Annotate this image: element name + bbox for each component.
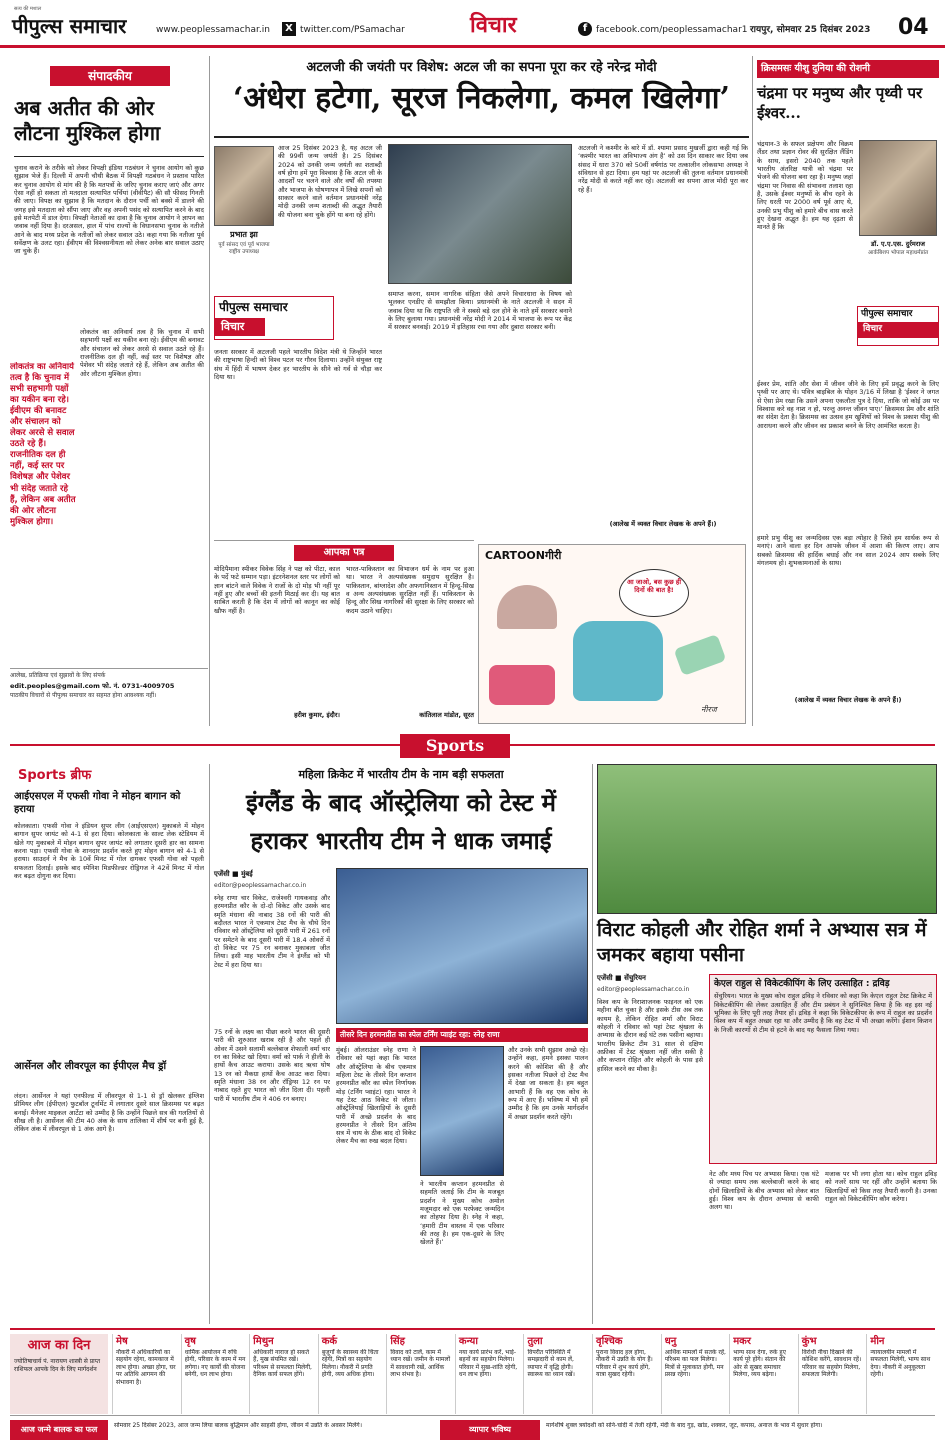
article-col-3: अटलजी ने कश्मीर के बारे में डॉ. श्यामा प्रसाद मुखर्जी द्वारा कही गई कि ‘कश्मीर भारत का अविभाज्य अंग है’ को उस दिन साकार कर दिया जब संसद में धारा 370 को 50वीं वर्षगांठ पर तत्कालीन लोकसभा अध्यक्ष ने संविधान से हटा दिया। हम यहां पर अटलजी की तुलना वर्तमान प्रधानमंत्री नरेंद्र मोदी से करते नहीं कर रहे। अटलजी का सपना आज मोदी पूरा कर रहे हैं। bbox=[578, 144, 748, 194]
rashi-text: बुजुर्गों के स्वास्थ्य की चिंता रहेगी, मित्रों का सहयोग मिलेगा। नौकरी में प्रगति होगी, व्यय अधिक होगा। bbox=[321, 1348, 379, 1378]
editorial-column bbox=[10, 56, 210, 726]
janm-tag: आज जन्मे बालक का फल bbox=[10, 1420, 108, 1440]
article-end-note: (आलेख में व्यक्त विचार लेखक के अपने हैं।) bbox=[609, 520, 717, 528]
aaj-ka-din-title: आज का दिन bbox=[27, 1338, 91, 1353]
kohli-byline: एजेंसी ■ सेंचुरियन bbox=[597, 974, 646, 982]
article-col-1b: जनता सरकार में अटलजी पहले भारतीय विदेश मंत्री थे जिन्होंने भारत की राष्ट्रभाषा हिन्दी को विश्व पटल पर गौरव दिलाया। उन्होंने संयुक्त राष्ट्र संघ में हिंदी में भाषण देकर हर भारतीय के सीने को गर्व से चौड़ा कर दिया था। bbox=[214, 348, 382, 381]
cricket-byline: एजेंसी ■ मुंबई bbox=[214, 870, 253, 878]
letter-1-author: हरीश कुमार, इंदौर। bbox=[294, 711, 340, 719]
rashi-text: न्यायालयीन मामलों में सफलता मिलेगी, भाग्य साथ देगा। नौकरी में अनुकूलता रहेगी। bbox=[870, 1348, 931, 1378]
kohli-body-2: नेट और मध्य पिच पर अभ्यास किया। एक घंटे से ज्यादा समय तक बल्लेबाजी करने के बाद दोनों खिलाड़ियों के बीच अभ्यास को लेकर बात हुई। विश्व कप के दौरान अभ्यास से काफी अलग था। bbox=[709, 1170, 819, 1212]
footer-disclaimer: पाठकीय विचारों से पीपुल्स समाचार का सहमत होना आवश्यक नहीं। bbox=[10, 691, 157, 699]
facebook-link[interactable]: facebook.com/peoplessamachar1 bbox=[596, 25, 748, 35]
mask-illustration bbox=[674, 634, 727, 676]
rashi-cell bbox=[661, 1334, 730, 1414]
rashi-cell bbox=[181, 1334, 250, 1414]
cartoon-bubble: आ जाओ, बस कुछ ही दिनों की बात है! bbox=[619, 569, 689, 617]
aaj-ka-din-box bbox=[10, 1334, 108, 1414]
main-article bbox=[214, 56, 749, 536]
aaj-ka-din-body: ज्योतिषाचार्य पं. नारायण शास्त्री से प्राप्त राशिफल आपके दिन के लिए मार्गदर्शन bbox=[14, 1358, 100, 1373]
rashi-name: तुला bbox=[527, 1336, 543, 1347]
atal-modi-photo bbox=[388, 144, 572, 284]
badge-section: विचार bbox=[858, 322, 938, 337]
rashi-name: मेष bbox=[116, 1336, 128, 1347]
section-badge bbox=[214, 296, 334, 340]
author-desc: पूर्व सांसद एवं पूर्व भाजपा राष्ट्रीय उपाध्यक्ष bbox=[218, 242, 270, 255]
editorial-pullquote: लोकतंत्र का अनिवार्य तत्व है कि चुनाव में सभी सहभागी पक्षों का यकीन बना रहे। ईवीएम की बनावट और संचालन को लेकर अरसे से सवाल उठते रहे हैं। राजनीतिक दल ही नहीं, कई स्तर पर विशेषज्ञ और पेशेवर भी संदेह जताते रहे हैं, लेकिन अब अतीत की ओर लौटना मुश्किल होगा। bbox=[10, 362, 76, 527]
photo-caption-headline: तीसरे दिन हरमनप्रीत का स्पेल टर्निंग प्वाइंट रहा: स्नेह राणा bbox=[336, 1028, 588, 1042]
cricket-headline-1: इंग्लैंड के बाद ऑस्ट्रेलिया को टेस्ट में bbox=[245, 788, 556, 817]
rashi-name: कुंभ bbox=[801, 1336, 817, 1347]
christmas-body-2: ईश्वर प्रेम, शांति और सेवा में जीवन जीने के लिए हमें प्रवृद्ध करने के लिए पृथ्वी पर आए थे। पवित्र बाइबिल के योहन 3/16 में लिखा है ‘ईश्वर ने जगत से ऐसा प्रेम रखा कि उसने अपना एकलौता पुत्र दे दिया, ताकि जो कोई उस पर विश्वास करे वह नाश न हो, परन्तु अनन्त जीवन पाए।’ क्रिसमस प्रेम और शांति का संदेश देता है। क्रिसमस का उत्सव हम खुशियों को विश्व के प्रकाश यीशु की आराधना करने और जीवन का प्रकाश बनने के लिए आमंत्रित करता है। bbox=[757, 380, 939, 430]
cricket-headline-2: हराकर भारतीय टीम ने धाक जमाई bbox=[250, 826, 552, 855]
cartoon-title: CARTOONगीरी bbox=[485, 549, 562, 562]
rashi-cell bbox=[798, 1334, 867, 1414]
rashi-name: धनु bbox=[664, 1336, 677, 1347]
rashi-name: वृष bbox=[184, 1336, 196, 1347]
rahul-body: सेंचुरियन। भारत के मुख्य कोच राहुल द्रविड़ ने रविवार को कहा कि केएल राहुल टेस्ट क्रिकेट में विकेटकीपिंग की लेकर उत्साहित हैं और टीम प्रबंधन ने सुनिश्चित किया है कि वह इस नई भूमिका के लिए पूरी तरह तैयार हों। द्रविड़ ने कहा कि विकेटकीपर के रूप में राहुल का प्रदर्शन विश्व कप में बहुत अच्छा रहा था और उम्मीद है कि वह टेस्ट में भी अच्छा करेंगे। ईशान किशन के निजी कारणों से टीम से हटने के बाद यह फैसला लिया गया। bbox=[714, 992, 932, 1034]
author-photo bbox=[214, 146, 274, 226]
brief-2-body: लंदन। आर्सेनल ने यहां एनफील्ड में लीवरपूल से 1-1 से ड्रॉ खेलकर इंग्लिश प्रीमियर लीग (ईपीएल) फुटबॉल टूर्नामेंट में लगातार दूसरे साल क्रिसमस पर बढ़त बनाई। मैनेजर माइकल आर्टेटा को उम्मीद है कि उन्होंने पिछले सत्र की गलतियों से सीख ली है। आर्सेनल की टीम 40 अंक के साथ तालिका में शीर्ष पर बनी हुई है, लेकिन अंक में लीवरपूल से 1 अंक आगे है। bbox=[14, 1092, 204, 1134]
article-kicker: अटलजी की जयंती पर विशेष: अटल जी का सपना पूरा कर रहे नरेन्द्र मोदी bbox=[306, 60, 657, 75]
rashi-text: नौकरी में अधिकारियों का सहयोग रहेगा, कामकाज में लाभ होगा। अच्छा होगा, घर पर अतिथि आगमन की संभावना है। bbox=[116, 1348, 176, 1386]
brief-1-headline: आईएसएल में एफसी गोवा ने मोहन बागान को हराया bbox=[14, 791, 181, 815]
rashi-text: भाग्य साथ देगा, रुके हुए कार्य पूरे होंगे। संतान की ओर से सुखद समाचार मिलेगा, व्यय बढ़ेगा। bbox=[733, 1348, 786, 1378]
rashi-row bbox=[112, 1334, 935, 1414]
cricket-email[interactable]: editor@peoplessamachar.co.in bbox=[214, 882, 307, 889]
rashi-name: मीन bbox=[870, 1336, 885, 1347]
hat-illustration bbox=[497, 585, 557, 629]
caption-body-2: ने भारतीय कप्तान हरमनप्रीत से सहमति जताई कि टीम के मजबूत प्रदर्शन ने मुख्य कोच अमोल मजूमदार को एक परफेक्ट जन्मदिन का तोहफा दिया है। स्नेह ने कहा, ‘हमारी टीम वास्तव में एक परिवार की तरह है। हम एक-दूसरे के लिए खेलते हैं।’ bbox=[420, 1180, 504, 1247]
kohli-headline: विराट कोहली और रोहित शर्मा ने अभ्यास सत्र में जमकर बहाया पसीना bbox=[597, 919, 927, 966]
section-title: विचार bbox=[470, 13, 517, 38]
rashi-text: आर्थिक मामलों में सतर्क रहें, परिश्रम का फल मिलेगा। मित्रों से मुलाकात होगी, मन प्रसन्न रहेगा। bbox=[664, 1348, 726, 1378]
rahul-box bbox=[709, 974, 937, 1164]
rashi-text: पुराना विवाद हल होगा, नौकरी में उन्नति के योग हैं। परिवार में शुभ कार्य होंगे, यात्रा सुखद रहेगी। bbox=[596, 1348, 653, 1378]
editorial-footer bbox=[10, 668, 208, 726]
christmas-column bbox=[752, 56, 938, 726]
kohli-rohit-photo bbox=[597, 764, 937, 914]
rashifal-strip bbox=[10, 1328, 935, 1416]
rashi-cell bbox=[523, 1334, 592, 1414]
christmas-end-note: (आलेख में व्यक्त विचार लेखक के अपने हैं।) bbox=[794, 696, 902, 704]
rashi-cell bbox=[112, 1334, 181, 1414]
twitter-icon: X bbox=[282, 22, 296, 36]
christmas-body-3: हमारे प्रभु यीशु का जन्मदिवस एक बड़ा त्योहार है जिसे हम सार्थक रूप से मनाएं। आने वाला हर दिन आपके जीवन में आशा की किरण लाए। आप सबको क्रिसमस की हार्दिक बधाई और नव साल 2024 आप सबके लिए मंगलमय हो। शुभकामनाओं के साथ। bbox=[757, 534, 939, 567]
kohli-body-1: विश्व कप के निराशाजनक फाइनल को एक महीना बीत चुका है और इसके टीस अब तक कायम है, लेकिन रोहित शर्मा और विराट कोहली ने रविवार को यहां टेस्ट श्रृंखला के अभ्यास के दौरान कई घंटे तक पसीना बहाया। भारतीय क्रिकेट टीम 31 साल से दक्षिण अफ्रीका में टेस्ट श्रृंखला नहीं जीत सकी है और कप्तान रोहित और कोहली के पास इसे हासिल करने का मौका है। bbox=[597, 998, 703, 1073]
website-link[interactable]: www.peoplessamachar.in bbox=[156, 25, 270, 35]
rahul-headline: केएल राहुल से विकेटकीपिंग के लिए उत्साहित : द्रविड़ bbox=[714, 979, 890, 989]
vyapar-tag: व्यापार भविष्य bbox=[440, 1420, 540, 1440]
rashi-name: मकर bbox=[733, 1336, 751, 1347]
archbishop-photo bbox=[859, 140, 937, 236]
cricket-body-1: स्नेह राणा चार विकेट, राजेश्वरी गायकवाड़ और हरमनप्रीत कौर के दो-दो विकेट और उसके बाद स्मृति मंधाना की नाबाद 38 रनों की पारी की बदौलत भारत ने एकमात्र टेस्ट मैच के चौथे दिन रविवार को ऑस्ट्रेलिया को दूसरी पारी में 261 रनों पर समेटने के बाद दूसरी पारी में 18.4 ओवरों में दो विकेट पर 75 रन बनाकर मुकाबला जीत लिया। इसी माह भारतीय टीम ने इंग्लैंड को भी टेस्ट में हरा दिया था। bbox=[214, 894, 330, 969]
rashi-text: विपरीत परिस्थिति में समझदारी से काम लें, व्यापार में वृद्धि होगी। स्वास्थ्य का ध्यान रखें। bbox=[527, 1348, 575, 1378]
sweater-illustration bbox=[573, 621, 663, 701]
brief-2-headline: आर्सेनल और लीवरपूल का ईपीएल मैच ड्रॉ bbox=[14, 1061, 167, 1072]
cricket-kicker: महिला क्रिकेट में भारतीय टीम के नाम बड़ी सफलता bbox=[298, 768, 504, 781]
badge-logo: पीपुल्स समाचार bbox=[861, 309, 913, 319]
rashi-name: कन्या bbox=[458, 1336, 478, 1347]
caption-body-3: और उनके सभी सुझाव अच्छे रहे। उन्होंने कहा, हमने इसका पालन करने की कोशिश की है और इसका नतीजा पिछले दो टेस्ट मैच में देखा जा सकता है। हम बहुत आभारी हैं कि वह एक कोच के रूप में आए हैं। भविष्य में भी हमें उम्मीद है कि हम उनके मार्गदर्शन में अच्छा प्रदर्शन करते रहेंगे। bbox=[508, 1046, 588, 1121]
divider bbox=[214, 136, 749, 138]
vyapar-body: मार्गशीर्ष शुक्ल त्रयोदशी को सोने-चांदी में तेजी रहेगी, मंदी के बाद गुड़, खांड, शक्कर, जूट, कपास, अनाज के भाव में सुधार होगा। bbox=[546, 1422, 823, 1429]
team-celebration-photo bbox=[336, 868, 588, 1024]
rashi-cell bbox=[318, 1334, 387, 1414]
masthead bbox=[0, 0, 945, 48]
bottom-strip bbox=[10, 1418, 935, 1442]
badge-section: विचार bbox=[215, 318, 265, 336]
rashi-text: विवाद को टालें, काम में ध्यान रखें। जमीन के मामलों में सावधानी रखें, आर्थिक लाभ संभव है। bbox=[390, 1348, 451, 1378]
rashi-text: नया कार्य प्रारंभ करें, भाई-बहनों का सहयोग मिलेगा। परिवार में सुख-शांति रहेगी, धन लाभ होगा। bbox=[458, 1348, 518, 1378]
sports-brief-column bbox=[10, 764, 210, 1324]
christmas-tag: क्रिसमसः यीशु दुनिया की रोशनी bbox=[757, 60, 939, 78]
janm-body: सोमवार 25 दिसंबर 2023, आज जन्म लिया बालक बुद्धिमान और साहसी होगा, जीवन में उन्नति के अवसर मिलेंगे। bbox=[114, 1422, 362, 1429]
letter-2: भारत-पाकिस्तान का विभाजन धर्म के नाम पर हुआ था। भारत ने अल्पसंख्यक समुदाय सुरक्षित है। पाकिस्तान, बांग्लादेश और अफगानिस्तान में हिन्दू-सिख व अन्य अल्पसंख्यक सुरक्षित नहीं हैं। पाकिस्तान के हिन्दू और सिख नागरिकों की सुरक्षा के लिए सरकार को कदम उठाने चाहिए। bbox=[346, 565, 474, 615]
rashi-cell bbox=[866, 1334, 935, 1414]
rashi-text: धार्मिक आयोजन में रुचि होगी, परिवार के काम में मन लगेगा। नए कार्यों की योजना बनेगी, धन लाभ होगा। bbox=[184, 1348, 246, 1378]
article-col-2: समाप्त करना, समान नागरिक संहिता जैसे अपने विचारधारा के विषय को भूलकर एनडीए से समझौता किया। प्रधानमंत्री के नाते अटलजी ने सदन में जवाब दिया था कि राष्ट्रपति जी ने सबसे बड़े दल होने के नाते हमें सरकार बनाने के लिए बुलाया गया। प्रधानमंत्री नरेंद्र मोदी ने 2014 में भाजपा के रूप पर केंद्र में सरकार बनवाई। 2019 में इतिहास रचा गया और दुबारा सरकार बनी। bbox=[388, 290, 572, 332]
letters-box bbox=[214, 540, 474, 726]
cricket-body-2: 75 रनों के लक्ष्य का पीछा करने भारत की दूसरी पारी की शुरुआत खराब रही है और पहले ही ओवर में उसने सलामी बल्लेबाज शेफाली वर्मा चार रन का विकेट खो दिया। वर्मा को पार्क ने हीली के हाथों कैच आउट कराया। उसके बाद ऋचा घोष 13 रन को मैकग्रा हाथों कैच आउट करा दिया। स्मृति मंधाना 38 रन और रॉड्रिग्स 12 रन पर नाबाद रहते हुए भारत को जीत दिला दी। पहली पारी में भारतीय टीम ने 406 रन बनाए। bbox=[214, 1028, 330, 1103]
sports-band: Sports bbox=[400, 734, 510, 758]
editorial-body-2: लोकतंत्र का अनिवार्य तत्व है कि चुनाव में सभी सहभागी पक्षों का यकीन बना रहे। ईवीएम की बनावट और संचालन को लेकर अरसे से सवाल उठते रहे हैं। राजनीतिक दल ही नहीं, कई स्तर पर विशेषज्ञ और पेशेवर भी संदेह जताते रहे हैं, लेकिन अब अतीत की ओर लौटना मुश्किल होगा। bbox=[80, 328, 204, 378]
article-headline: ‘अंधेरा हटेगा, सूरज निकलेगा, कमल खिलेगा’ bbox=[232, 81, 731, 116]
christmas-body-1: चंद्रयान-3 के सफल प्रक्षेपण और विक्रम लैंडर तथा प्रज्ञान रोवर की सुरक्षित लैंडिंग के साथ, इसरो 2040 तक पहले भारतीय अंतरिक्ष यात्री को चंद्रमा पर भेजने की योजना बना रहा है। मनुष्य जहां चंद्रमा पर निवास की संभावना तलाश रहा है, उसके ईश्वर मनुष्यों के बीच रहने के लिए धरती पर 2000 वर्ष पूर्व आए थे, उनकी प्रभु यीशु को हमारे बीच वास करते हुए देखना अद्भुत है। हम यह दृढ़ता से मानते हैं कि bbox=[757, 140, 853, 232]
badge-logo: पीपुल्स समाचार bbox=[219, 300, 288, 314]
editorial-headline: अब अतीत की ओर लौटना मुश्किल होगा bbox=[14, 96, 161, 145]
rashi-text: विरोधी नीचा दिखाने की कोशिश करेंगे, सावधान रहें। परिवार का सहयोग मिलेगा, सफलता मिलेगी। bbox=[801, 1348, 862, 1378]
rashi-cell bbox=[592, 1334, 661, 1414]
masthead-logo[interactable] bbox=[12, 6, 152, 42]
christmas-headline: चंद्रमा पर मनुष्य और पृथ्वी पर ईश्वर... bbox=[757, 84, 923, 122]
brief-1-body: कोलकाता। एफसी गोवा ने इंडियन सुपर लीग (आईएसएल) मुकाबले में मोहन बागान सुपर जायंट को 4-1 से हरा दिया। कोलकाता के साल्ट लेक स्टेडियम में खेले गए मुकाबले में मोहन बागान सुपर जायंट को लगातार दूसरी हार का सामना करना पड़ा। एफसी गोवा के शानदार प्रदर्शन करते हुए मोहन बागान को 4-1 से हराया। साउदर्न ने मैच के 10वें मिनट में गोल दागकर एफसी गोवा को पहली सफलता दिलाई। इसके बाद स्पेनिश मिडफील्डर रोड्रिगज ने 42वें मिनट में गोल कर बढ़त दोगुना कर दिया। bbox=[14, 822, 204, 880]
facebook-icon: f bbox=[578, 22, 592, 36]
footer-contact-label: आलेख, प्रतिक्रिया एवं सुझावों के लिए संपर्क bbox=[10, 672, 106, 679]
kohli-story bbox=[592, 764, 936, 1324]
rashi-cell bbox=[386, 1334, 455, 1414]
footer-email[interactable]: edit.peoples@gmail.com फो. नं. 0731-4009705 bbox=[10, 681, 175, 690]
player-trophy-photo bbox=[420, 1046, 504, 1176]
author-name: प्रभात झा bbox=[230, 230, 258, 239]
divider bbox=[14, 156, 204, 157]
rashi-cell bbox=[455, 1334, 524, 1414]
rashi-name: सिंह bbox=[390, 1336, 405, 1347]
rashi-name: कर्क bbox=[321, 1336, 338, 1347]
letters-tag: आपका पत्र bbox=[294, 545, 394, 561]
editorial-tag: संपादकीय bbox=[50, 66, 170, 86]
caption-body-1: मुंबई। ऑलराउंडर स्नेह राणा ने रविवार को यहां कहा कि भारत और ऑस्ट्रेलिया के बीच एकमात्र महिला टेस्ट के तीसरे दिन कप्तान हरमनप्रीत कौर का स्पेल निर्णायक मोड़ (टर्निंग प्वाइंट) रहा। भारत ने यह टेस्ट आठ विकेट से जीता। ऑस्ट्रेलियाई खिलाड़ियों के दूसरी पारी में अच्छे प्रदर्शन के बाद हरमनप्रीत ने तीसरे दिन अंतिम सत्र में चाय के ठीक बाद दो विकेट लेकर मैच का रुख बदल दिया। bbox=[336, 1046, 416, 1146]
cartoon-panel bbox=[478, 544, 746, 724]
letter-1: मोदिपैमाना स्पीकर विवेक सिंह ने पक्ष को पीटा, काल के पर्दे फटे सम्मान पड़ा। इंटरनेशनल स्तर पर लोगों को ज्ञान बांटने वाले विवेक ने राजों के दो मोड़ भी नहीं पूर नहीं हुए और बच्चों की इतनी मिठाई कर दी। यह बात साबित करती है कि देश में लोगों को कानून का कोई खौफ नहीं है। bbox=[214, 565, 340, 615]
twitter-link[interactable]: twitter.com/PSamachar bbox=[300, 25, 405, 35]
christmas-author-name: डॉ. ए.ए.एस. दुर्रमराज bbox=[871, 240, 925, 248]
dateline: रायपुर, सोमवार 25 दिसंबर 2023 bbox=[750, 25, 871, 35]
letter-2-author: कांतिलाल मांडोत, सूरत bbox=[419, 711, 474, 719]
article-col-1: आज 25 दिसंबर 2023 है, यह अटल जी की 99वीं जन्म जयंती है। 25 दिसंबर 2024 को उनकी जन्म जयंती का शताब्दी वर्ष होगा हमें पूरा विश्वास है कि अटल जी के आदर्शों पर चलने वाले और वर्षों की तपस्या और भाजपा के घोषणापत्र में लिखे सपनों को साकार करने वाले वर्तमान प्रधानमंत्री नरेंद्र मोदी उनकी जन्म शताब्दी की अद्भुत तैयारी की योजना बना चुके होंगे या बना रहे होंगे। bbox=[278, 144, 382, 219]
rashi-cell bbox=[249, 1334, 318, 1414]
rashi-name: वृश्चिक bbox=[596, 1336, 623, 1347]
page-number: 04 bbox=[898, 15, 929, 40]
sports-brief-tag: Sports ब्रीफ bbox=[18, 768, 92, 783]
editorial-body: चुनाव कराने के तरीके को लेकर विपक्षी इंडिया गठबंधन ने चुनाव आयोग को कुछ सुझाव भेजे हैं। दिल्ली में अपनी चौथी बैठक में विपक्षी गठबंधन ने प्रस्ताव पारित कर चुनाव आयोग से मांग की है कि मतपत्रों के जरिए चुनाव कराए जाएं और अगर ऐसा नहीं हो सकता तो मतदाता सत्यापित पर्चियां (वीवीपैट) की सौ फीसद गिनती की जाए। विपक्ष का सुझाव है कि मतदान के दौरान पर्ची को बक्से में डालने की जगह इसे मतदाता को सौंपा जाए और वह अपनी पसंद को सत्यापित करने के बाद इसे मतपेटी में डाल देगा। विपक्षी नेताओं का दावा है कि चुनाव आयोग ने ज्ञापन का जवाब नहीं दिया है। दरअसल, हाल में पांच राज्यों के विधानसभा चुनाव के नतीजे आने के बाद मध्य प्रदेश के नतीजों को लेकर सवाल उठे। कहा गया कि नतीजा पूर्व सर्वेक्षण के उलट रहा। ईवीएम की विश्वसनीयता को लेकर अनेक बार सवाल उठाए जा चुके हैं। bbox=[14, 164, 204, 256]
christmas-badge bbox=[857, 306, 939, 346]
cricket-story bbox=[214, 764, 588, 1324]
scarf-illustration bbox=[489, 665, 555, 705]
cartoonist-signature: नीरज bbox=[701, 705, 717, 714]
rashi-name: मिथुन bbox=[253, 1336, 274, 1347]
logo-text: पीपुल्स समाचार bbox=[12, 14, 127, 38]
christmas-author-desc: आर्कबिशप भोपाल महाधर्मप्रांत bbox=[867, 250, 929, 256]
rashi-cell bbox=[729, 1334, 798, 1414]
logo-tagline: सत्य की मशाल bbox=[14, 6, 42, 12]
kohli-email[interactable]: editor@peoplessamachar.co.in bbox=[597, 986, 690, 993]
rashi-text: अधिकारी नाराज हो सकते हैं, मुख संयमित रखें। परिश्रम से सफलता मिलेगी, दैनिक कार्य सफल होंगे। bbox=[253, 1348, 312, 1378]
kohli-body-3: मजाक पर भी लगा होता था। कोच राहुल द्रविड़ को नजरें साथ पर रहीं और उन्होंने बताया कि खिलाड़ियों को किस तरह तैयारी करनी है। उनका राहुल को विकेटकीपिंग कौन करेगा। bbox=[825, 1170, 937, 1203]
